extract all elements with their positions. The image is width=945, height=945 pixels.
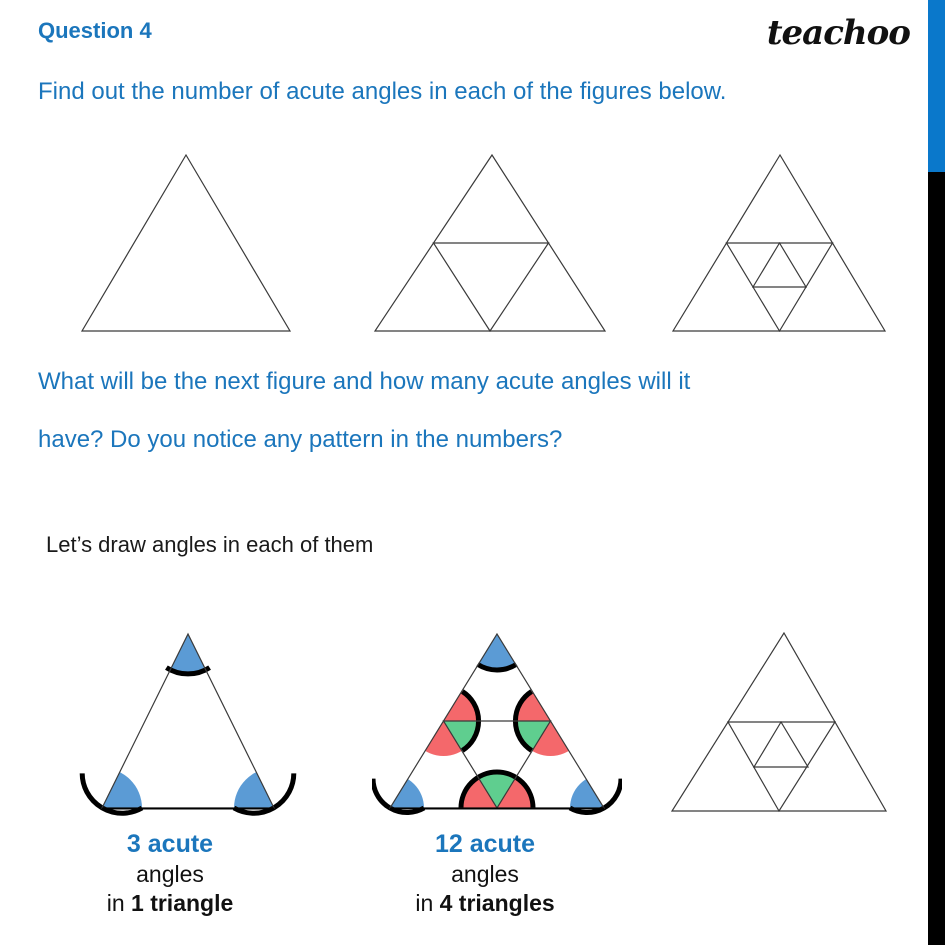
- figure-3-triangle: [655, 145, 905, 345]
- right-edge-black-bar: [928, 172, 945, 945]
- caption-1-count: 3 acute: [126, 830, 214, 858]
- figure-1-triangle: [60, 145, 320, 345]
- caption-1-in-prefix: in: [106, 890, 132, 917]
- caption-2-word: angles: [451, 861, 519, 887]
- caption-2-in-prefix: in: [415, 890, 440, 917]
- inner-upright-triangle: [754, 722, 808, 767]
- outer-triangle: [82, 155, 290, 331]
- figure-2-triangle: [360, 145, 620, 345]
- page-title: Question 4: [38, 18, 152, 43]
- figure-5-triangle-with-angles: [372, 628, 622, 818]
- inner-upright-triangle: [753, 243, 806, 287]
- caption-figure-2: [335, 828, 635, 919]
- caption-figure-1: [20, 828, 320, 919]
- lets-draw-text: Let’s draw angles in each of them: [46, 532, 374, 557]
- caption-1-in: [20, 889, 320, 918]
- caption-1-word: angles: [136, 861, 204, 887]
- figure-4-triangle-with-angles: [62, 628, 322, 818]
- caption-2-in-bold: 4 triangles: [439, 890, 555, 917]
- intro-text: Find out the number of acute angles in each of the figures below.: [38, 78, 727, 105]
- caption-2-in: [335, 889, 635, 918]
- next-figure-question-line-1: What will be the next figure and how many acute angles will it: [38, 368, 691, 395]
- inverted-mid-triangle: [434, 243, 549, 331]
- teachoo-logo: teachoo: [766, 13, 910, 53]
- bottom-midpoint-angle-cluster: [461, 772, 533, 818]
- caption-1-in-bold: 1 triangle: [131, 890, 234, 917]
- figure-6-triangle-plain: [660, 625, 910, 820]
- next-figure-question-line-2: have? Do you notice any pattern in the numbers?: [38, 426, 563, 453]
- caption-2-count: 12 acute: [434, 830, 536, 858]
- right-edge-blue-bar: [928, 0, 945, 172]
